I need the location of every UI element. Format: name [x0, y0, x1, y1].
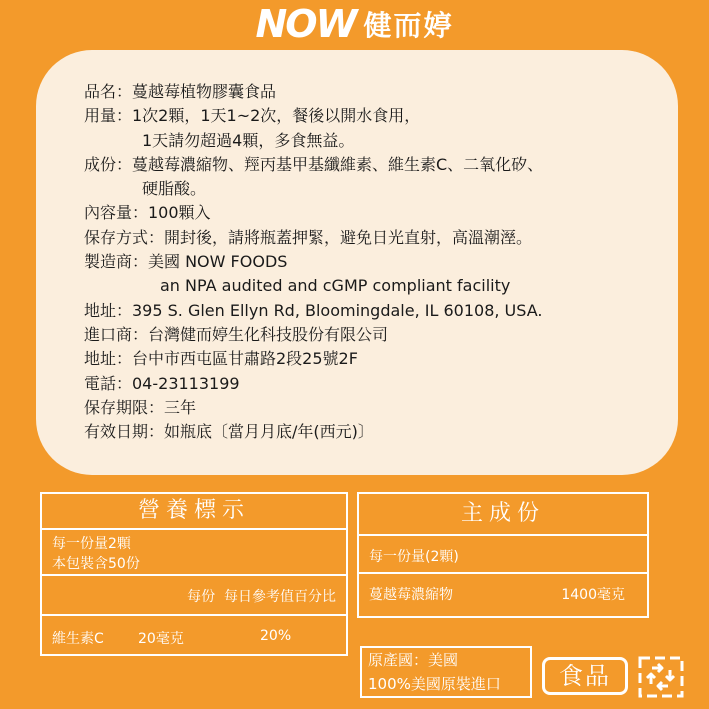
nutrition-vitamin-c-row [42, 614, 346, 654]
origin-country: 原產國：美國 [368, 651, 459, 669]
nutrition-serving: 每一份量2顆 [52, 536, 131, 552]
info-line-usage: 用量：1次2顆，1天1~2次，餐後以開水食用， [84, 106, 421, 126]
ingredients-serving-row [359, 534, 647, 574]
info-line-phone: 電話：04-23113199 [84, 373, 240, 393]
info-line-usage-cont: 1天請勿超過4顆，多食無益。 [142, 130, 355, 150]
now-logo: NOW [255, 2, 356, 46]
origin-box [360, 646, 532, 698]
product-info-text [84, 80, 543, 444]
ingredients-cranberry-row [359, 572, 647, 616]
food-badge: 食品 [542, 657, 628, 695]
info-line-expiry: 有效日期：如瓶底〔當月月底/年(西元)〕 [84, 422, 374, 442]
main-ingredients-box [357, 492, 649, 618]
info-line-storage: 保存方式：開封後，請將瓶蓋押緊，避免日光直射，高溫潮溼。 [84, 227, 533, 247]
ingredients-row-name: 蔓越莓濃縮物 [369, 587, 453, 603]
recycle-icon [638, 656, 684, 698]
nutrition-servings-per: 本包裝含50份 [52, 556, 140, 572]
nutrition-column-header: 每份 每日參考值百分比 [187, 589, 336, 605]
info-line-manufacturer: 製造商：美國 NOW FOODS [84, 252, 288, 272]
info-line-ingredients-cont: 硬脂酸。 [142, 179, 207, 199]
info-line-importer: 進口商：台灣健而婷生化科技股份有限公司 [84, 324, 389, 344]
main-ingredients-title: 主成份 [460, 501, 545, 526]
nutrition-row-name: 維生素C [52, 631, 104, 647]
info-line-importer-address: 地址：台中市西屯區甘肅路2段25號2F [84, 349, 358, 369]
nutrition-facts-title: 營養標示 [137, 498, 250, 523]
info-line-name: 品名：蔓越莓植物膠囊食品 [84, 82, 277, 101]
brand-header [0, 0, 709, 48]
nutrition-facts-box [40, 492, 348, 656]
info-line-shelf-life: 保存期限：三年 [84, 397, 197, 417]
nutrition-serving-row [42, 528, 346, 576]
nutrition-row-amount: 20毫克 [138, 631, 184, 647]
info-line-facility: an NPA audited and cGMP compliant facility [160, 276, 511, 296]
product-info-card [36, 50, 678, 475]
ingredients-serving: 每一份量(2顆) [369, 549, 459, 565]
info-line-ingredients: 成份：蔓越莓濃縮物、羥丙基甲基纖維素、維生素C、二氧化矽、 [84, 154, 544, 174]
info-line-content: 內容量：100顆入 [84, 203, 211, 223]
ingredients-row-amount: 1400毫克 [561, 587, 625, 603]
brand-chinese-name: 健而婷 [363, 9, 454, 42]
info-line-mfr-address: 地址：395 S. Glen Ellyn Rd, Bloomingdale, IL 60108, USA. [84, 300, 543, 320]
origin-import: 100%美國原裝進口 [368, 675, 501, 693]
nutrition-row-percent: 20% [260, 628, 292, 644]
nutrition-column-header-row [42, 574, 346, 616]
